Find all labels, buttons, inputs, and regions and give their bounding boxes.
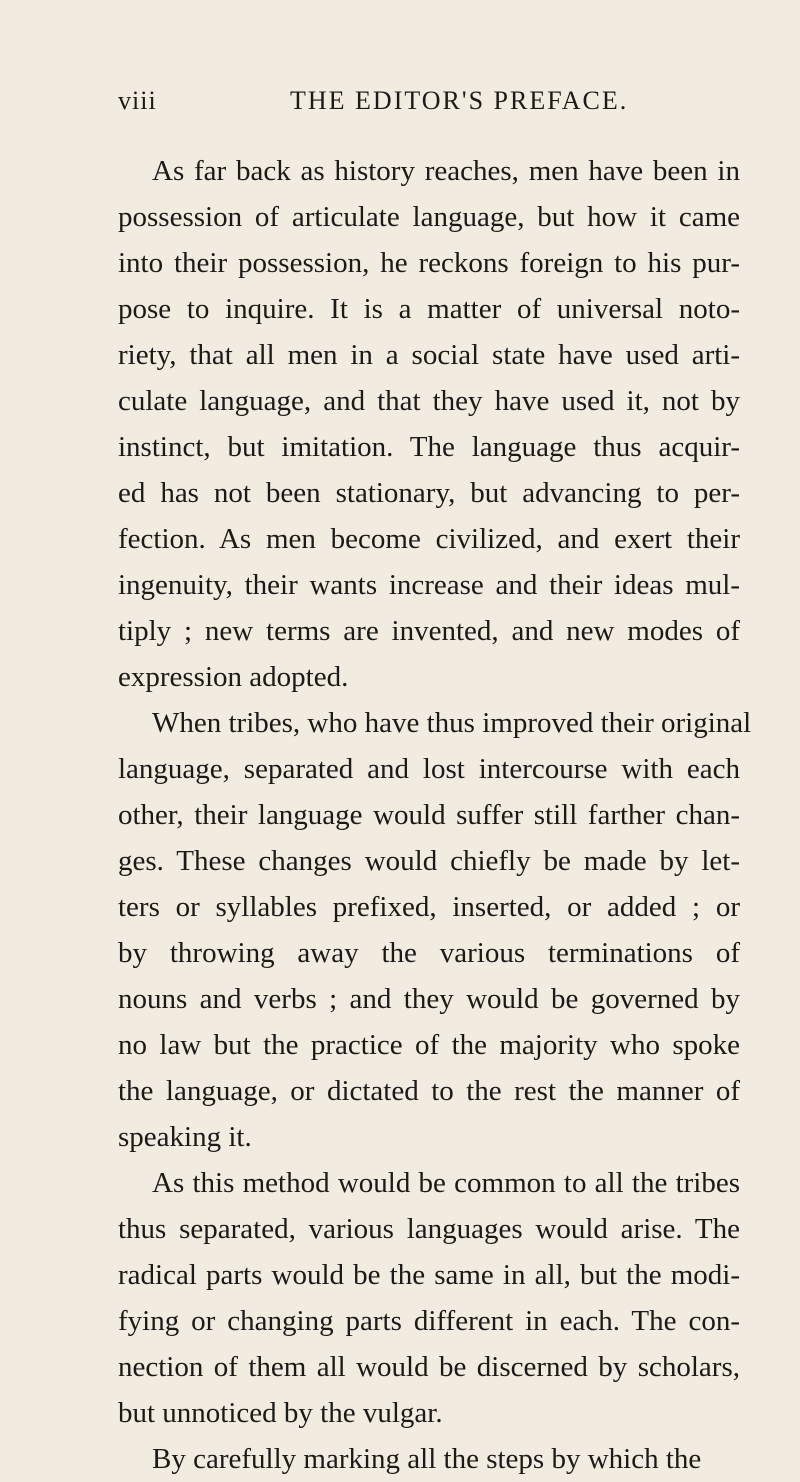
text-line: ges. These changes would chiefly be made by let- bbox=[118, 845, 740, 877]
text-line: riety, that all men in a social state have used arti- bbox=[118, 339, 740, 371]
text-line: As far back as history reaches, men have been in bbox=[152, 155, 740, 187]
text-line: When tribes, who have thus improved their original bbox=[152, 707, 752, 739]
text-line: fection. As men become civilized, and exert their bbox=[118, 523, 740, 555]
text-line: expression adopted. bbox=[118, 661, 349, 693]
text-line: but unnoticed by the vulgar. bbox=[118, 1397, 443, 1429]
text-line: the language, or dictated to the rest the manner of bbox=[118, 1075, 740, 1107]
text-line: nection of them all would be discerned by scholars, bbox=[118, 1351, 740, 1383]
text-line: other, their language would suffer still farther chan- bbox=[118, 799, 740, 831]
text-line: possession of articulate language, but how it came bbox=[118, 201, 740, 233]
text-line: speaking it. bbox=[118, 1121, 252, 1153]
running-head bbox=[118, 86, 738, 126]
text-line: By carefully marking all the steps by which the bbox=[152, 1443, 702, 1475]
text-line: ed has not been stationary, but advancing to per- bbox=[118, 477, 740, 509]
text-line: pose to inquire. It is a matter of universal noto- bbox=[118, 293, 740, 325]
body-text bbox=[118, 148, 752, 1482]
text-line: radical parts would be the same in all, but the modi- bbox=[118, 1259, 740, 1291]
text-line: culate language, and that they have used it, not by bbox=[118, 385, 740, 417]
text-line: language, separated and lost intercourse with each bbox=[118, 753, 740, 785]
header-title: THE EDITOR'S PREFACE. bbox=[290, 86, 629, 115]
text-line: tiply ; new terms are invented, and new modes of bbox=[118, 615, 740, 647]
text-line: ingenuity, their wants increase and their ideas mul- bbox=[118, 569, 740, 601]
text-line: into their possession, he reckons foreign to his pur- bbox=[118, 247, 740, 279]
text-line: nouns and verbs ; and they would be governed by bbox=[118, 983, 740, 1015]
text-line: fying or changing parts different in each. The con- bbox=[118, 1305, 740, 1337]
text-line: thus separated, various languages would arise. The bbox=[118, 1213, 740, 1245]
text-line: ters or syllables prefixed, inserted, or added ; or bbox=[118, 891, 740, 923]
text-line: by throwing away the various terminations of bbox=[118, 937, 740, 969]
page-number: viii bbox=[118, 86, 157, 115]
text-line: As this method would be common to all the tribes bbox=[152, 1167, 740, 1199]
text-line: instinct, but imitation. The language thus acquir- bbox=[118, 431, 740, 463]
text-line: no law but the practice of the majority who spoke bbox=[118, 1029, 740, 1061]
